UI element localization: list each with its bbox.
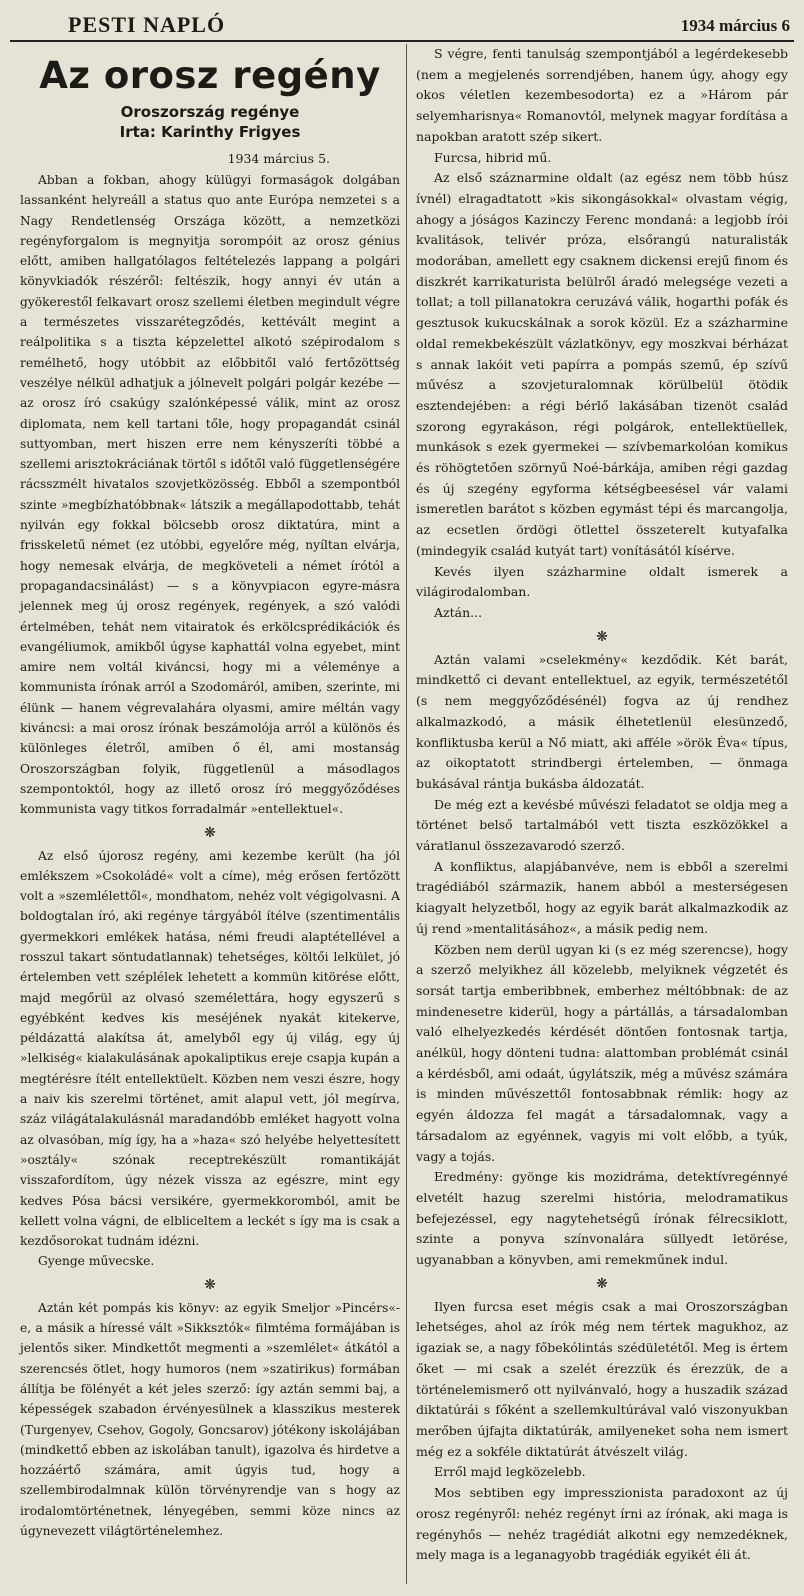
right-column (416, 44, 788, 1566)
column-divider (406, 44, 407, 1584)
paragraph: A konfliktus, alapjábanvéve, nem is ebből a szerelmi tragédiából származik, hanem abból a mesterségesen kiagyalt helyzetből, hogy az egyik barát alkalmazkodik az új rend »mentalitásához«, a másik pedig nem. (416, 858, 788, 936)
paragraph: Kevés ilyen százharmine oldalt ismerek a világirodalomban. (416, 563, 788, 600)
paragraph: S végre, fenti tanulság szempontjából a legérdekesebb (nem a megjelenés sorrendjében, hanem úgy, ahogy egy okos véletlen kezembesodorta) ez a »Három pár selyemharisnya« Romanovtól, melynek magyar fordítása a napokban aratott szép sikert. (416, 46, 788, 144)
paragraph: Aztán... (434, 604, 483, 620)
paragraph: Aztán valami »cselekmény« kezdődik. Két barát, mindkettő ci devant entellektuel, az egyik, természetétől (s nem meggyőződésénél) fogva az új rendhez alkalmazkodó, a másik élhetetlenül elesünzedő, konfliktusba kerül a Nő miatt, aki afféle »örök Éva« típus, az oikoptatott strindbergi értelemben, — önmaga bukásával rántja bukásba áldozatát. (416, 651, 788, 791)
paragraph: Aztán két pompás kis könyv: az egyik Smeljor »Pincérs«-e, a másik a híressé vált »Sikksztók« filmtéma formájában is jelentős siker. Mindkettőt megmenti a »szemlélet« átkától a szerencsés ötlet, hogy humoros (nem »szatirikus) formában állítja be fölényét a két jeles szerző: így aztán semmi baj, a képességek szabadon érvényesülnek a klasszikus mesterek (Turgenyev, Csehov, Gogoly, Goncsarov) jótékony iskolájában (mindkettő ebben az iskolában tanult), igazolva és hirdetve a hozzáértő számára, amit úgyis tud, hogy a szellembirodalmnak külön törvényrendje van s hogy az irodalomtörténetnek, lényegében, semmi köze nincs az úgynevezett világtörténelemhez. (20, 1300, 400, 1538)
paragraph: Furcsa, hibrid mű. (434, 149, 552, 165)
article-dateline: 1934 március 5. (227, 151, 330, 166)
paragraph: Közben nem derül ugyan ki (s ez még szerencse), hogy a szerző melyikhez áll közelebb, melyiknek végzetét és sorsát tartja emberibbnek, emberhez méltóbbnak: de az mindenesetre kiderül, hogy a pártállás, a társadalomban való elhelyezkedés kérdését döntően fontosnak tartja, anélkül, hogy dönteni tudna: alattomban problémát csinál a kérdésből, ami odaát, úgylátszik, még a művész számára is minden művészettől fontosabbnak rémlik: hogy az egyén áldozza fel magát a társadalomnak, vagy a társadalom az egyénnek, vagyis mi volt előbb, a tyúk, vagy a tojás. (416, 941, 788, 1164)
paragraph: Mos sebtiben egy impresszionista paradoxont az új orosz regényről: nehéz regényt írni az írónak, aki maga is regényhős — nehéz tragédiát alkotni egy nemzedéknek, mely maga is a leganagyobb tragédiák egyikét éli át. (416, 1485, 788, 1563)
left-column (20, 48, 400, 1541)
article-byline: Irta: Karinthy Frigyes (119, 123, 301, 141)
paragraph: Gyenge művecske. (38, 1254, 155, 1269)
article-subtitle: Oroszország regénye (120, 103, 300, 121)
section-separator: ❋ (596, 628, 608, 645)
section-separator: ❋ (204, 824, 216, 841)
paragraph: De még ezt a kevésbé művészi feladatot se oldja meg a történet belső tartalmából vett tiszta eszközökkel a váratlanul összezavarodó szerző. (416, 796, 788, 854)
issue-date: 1934 március 6 (680, 16, 790, 35)
paragraph: Az első száznarmine oldalt (az egész nem több húsz ívnél) elragadtatott »kis sikongásokkal« olvastam végig, ahogy a jóságos Kazinczy Ferenc mondaná: a legjobb írói kvalitások, telivér próza, elsőrangú naturalisták modorában, amellett egy csaknem dickensi erejű finom és diszkrét karrikaturista belülről áradó melegsége vezeti a tollat; a toll pillanatokra ceruzává válik, hogarthi pofák és gesztusok kukucskálnak a sorok közül. Ez a százharmine oldal remekbekészült vázlatkönyv, egy moszkvai bérházat s annak lakóit veti papírra a pompás szemű, ép szívű művész a szovjeturalomnak körülbelül ötödik esztendejében: a régi bérlő lakásában tizenöt család szorong egyrakáson, régi polgárok, entellektüellek, munkások s ezek gyermekei — szívbemarkolóan komikus és röhögtetően szörnyű Noé-bárkája, amiben régi gazdag és új szegény egyforma kétségbeesésel vár valami ismeretlen barátot s közben egymást tépi és marcangolja, az ecsetlen ördögi ötlettel összeterelt kutyafalka (mindegyik család kutyát tart) vonításától kísérve. (416, 170, 788, 558)
paragraph: Az első újorosz regény, ami kezembe került (ha jól emlékszem »Csokoládé« volt a címe), még erősen fertőzött volt a »szemlélettől«, mondhatom, nehéz volt végigolvasni. A boldogtalan író, aki regénye tárgyából ítélve (szentimentális gyermekkori emlékek hatása, némi freudi alaptétellével a rosszul takart söntudatlannak) tehetséges, költői lelkület, jó értelemben vett széplélek lehetett a kommün kitörése előtt, majd megőrül az olvasó személettára, hogy egyszerű s egyébként kedves kis meséjének nyakát kitekerve, példázattá alakítsa át, amelyből egy új világ, egy új »lelkiség« kialakulásának apokaliptikus ereje csapja kupán a megtérésre ítélt entellektüelt. Közben nem veszi észre, hogy a naiv kis szerelmi történet, amit alapul vett, jól megírva, száz világátalakulásnál maradandóbb emléket hagyott volna az olvasóban, míg így, ha a »haza« szó helyébe helyettesített »osztály« szónak receptrekészült romantikáját visszafordítom, úgy nézek vissza az egészre, mint egy kedves Pósa bácsi versikére, gyermekkoromból, amit be kellett volna vágni, de elbliceltem a leckét s így ma is csak a kezdősorokat tudnám idézni. (20, 848, 400, 1249)
paragraph: Abban a fokban, ahogy külügyi formaságok dolgában lassanként helyreáll a status quo ante Európa nemzetei s a Nagy Rendetlenség Országa között, a nemzetközi regényforgalom is megnyitja sorompóit az orosz génius előtt, amiben hallgatólagos feltételezés lappang a polgári könyvkiadók részéről: feltészik, hogy annyi év után a gyökerestől felkavart orosz szellemi életben megindult végre a természetes visszarétegződés, kettévált megint a reálpolitika s a tiszta képzelettel alkotó szépirodalom s remélhető, hogy utóbbit az előbbitől való fertőzöttség veszélye nélkül adhatjuk a jólnevelt polgári polgár kezébe — az orosz író csakúgy szalónképessé válik, mint az orosz diplomata, nem kell tartani tőle, hogy propagandát csinál suttyomban, mert hiszen erre nem kényszeríti többé a szellemi arisztokráciának törtől s időtől való függetlenségére rácsszmélt hivatalos szovjetközösség. Ebből a szempontból szinte »megbízhatóbbnak« látszik a megállapodottabb, tehát nyilván egy fokkal bölcsebb orosz diktatúra, mint a frisskeletű német (ez utóbbi, egyelőre még, nyíltan elvárja, hogy nemesak elvárja, de megköveteli a német írótól a propagandacsinálást) — s a könyvpiacon egyre-másra jelennek meg új orosz regények, regények, a szó valódi értelmében, tehát nem vitairatok és erkölcsprédikációk és evangéliumok, amikből úgyse kaphattál volna egyebet, mint amire nem voltál kiváncsi, hogy mi a véleménye a kommunista írónak arról a Szodomáról, amiben, szerinte, mi élünk — hanem végrevalahára olyasmi, amire méltán vagy kiváncsi: a mai orosz írónak beszámolója arról a különös és különleges életről, amiben ő él, ami mostanság Oroszországban folyik, függetlenül a másodlagos szempontoktól, hogy az illető orosz író meggyőződéses kommunista vagy titkos forradalmár »entellektuel«. (20, 173, 400, 817)
section-separator: ❋ (204, 1276, 216, 1293)
paragraph: Ilyen furcsa eset mégis csak a mai Oroszországban lehetséges, ahol az írók még nem tértek magukhoz, az igaziak se, a nagy főbekólintás szédületétől. Meg is értem őket — mi csak a szelét érezzük és érezzük, de a történelemismerő ott nyilvánvaló, hogy a huszadik század diktatúrái s főként a szellemkultúrával való viszonyukban merőben újfajta diktatúrák, amilyeneket soha nem ismert még ez a sokféle diktatúrát átvészelt világ. (416, 1298, 788, 1459)
paragraph: Erről majd legközelebb. (434, 1464, 586, 1480)
article-title: Az orosz regény (39, 54, 381, 97)
newspaper-name: PESTI NAPLÓ (68, 12, 226, 37)
paragraph: Eredmény: gyönge kis mozidráma, detektívregénnyé elvetélt hazug szerelmi história, melodramatikus befejezéssel, egy nagytehetségű írónak félrecsiklott, szinte a ponyva színvonalára süllyedt letörése, ugyanabban a könyvben, ami remekműnek indul. (416, 1169, 788, 1268)
section-separator: ❋ (596, 1275, 608, 1292)
masthead (10, 12, 794, 42)
